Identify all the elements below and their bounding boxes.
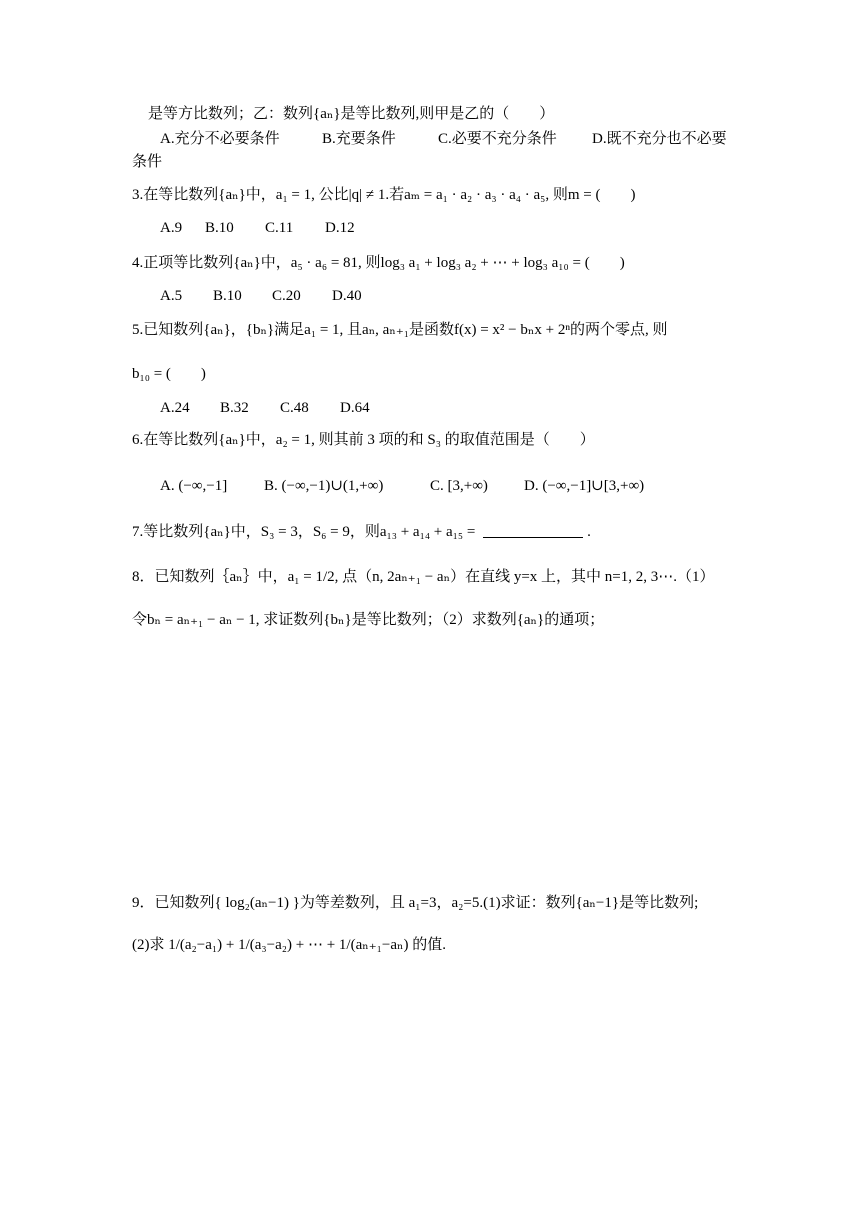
question-7-stem bbox=[132, 522, 591, 542]
question-8-line-2: 令bₙ = aₙ₊₁ − aₙ − 1, 求证数列{bₙ}是等比数列；（2）求数列{aₙ}的通项； bbox=[132, 612, 605, 628]
question-9-line-1: 9．已知数列{ log₂(aₙ−1) }为等差数列，且 a₁=3，a₂=5.(1)求证：数列{aₙ−1}是等比数列; bbox=[132, 895, 699, 911]
question-7-text: 7.等比数列{aₙ}中，S₃ = 3，S₆ = 9，则a₁₃ + a₁₄ + a₁₅ = bbox=[132, 524, 480, 540]
option-d: D. (−∞,−1]∪[3,+∞) bbox=[524, 478, 645, 494]
option-b: B.32 bbox=[220, 400, 249, 416]
option-a: A.充分不必要条件 bbox=[160, 131, 280, 147]
option-b: B. (−∞,−1)∪(1,+∞) bbox=[264, 478, 384, 494]
question-2-wrap: 条件 bbox=[132, 154, 163, 170]
option-c: C.11 bbox=[265, 220, 294, 236]
option-d: D.12 bbox=[325, 220, 355, 236]
option-b: B.10 bbox=[205, 220, 234, 236]
question-5-stem-continued: b₁₀ = ( ) bbox=[132, 366, 206, 382]
answer-blank[interactable] bbox=[483, 523, 583, 538]
option-a: A. (−∞,−1] bbox=[160, 478, 228, 494]
option-a: A.24 bbox=[160, 400, 190, 416]
option-c: C.20 bbox=[272, 288, 301, 304]
option-c: C. [3,+∞) bbox=[430, 478, 488, 494]
option-c: C.必要不充分条件 bbox=[438, 131, 557, 147]
question-5-stem: 5.已知数列{aₙ}，{bₙ}满足a₁ = 1, 且aₙ, aₙ₊₁是函数f(x) = x² − bₙx + 2ⁿ的两个零点, 则 bbox=[132, 322, 668, 338]
option-b: B.10 bbox=[213, 288, 242, 304]
option-c: C.48 bbox=[280, 400, 309, 416]
option-b: B.充要条件 bbox=[322, 131, 396, 147]
option-d: D.既不充分也不必要 bbox=[592, 131, 727, 147]
question-7-end: . bbox=[587, 524, 591, 540]
question-9-line-2: (2)求 1/(a₂−a₁) + 1/(a₃−a₂) + ⋯ + 1/(aₙ₊₁−aₙ) 的值. bbox=[132, 937, 446, 953]
question-6-stem: 6.在等比数列{aₙ}中，a₂ = 1, 则其前 3 项的和 S₃ 的取值范围是（ ） bbox=[132, 432, 595, 448]
question-2-stem: 是等方比数列；乙：数列{aₙ}是等比数列,则甲是乙的（ ） bbox=[148, 106, 555, 122]
option-a: A.9 bbox=[160, 220, 183, 236]
option-d: D.40 bbox=[332, 288, 362, 304]
option-d: D.64 bbox=[340, 400, 370, 416]
question-8-line-1: 8．已知数列｛aₙ｝中，a₁ = 1/2, 点（n, 2aₙ₊₁ − aₙ）在直线 y=x 上，其中 n=1, 2, 3⋯.（1） bbox=[132, 569, 715, 585]
option-a: A.5 bbox=[160, 288, 183, 304]
question-3-stem: 3.在等比数列{aₙ}中，a₁ = 1, 公比|q| ≠ 1.若aₘ = a₁ · a₂ · a₃ · a₄ · a₅, 则m = ( ) bbox=[132, 187, 636, 203]
question-4-stem: 4.正项等比数列{aₙ}中，a₅ · a₆ = 81, 则log₃ a₁ + log₃ a₂ + ⋯ + log₃ a₁₀ = ( ) bbox=[132, 255, 625, 271]
